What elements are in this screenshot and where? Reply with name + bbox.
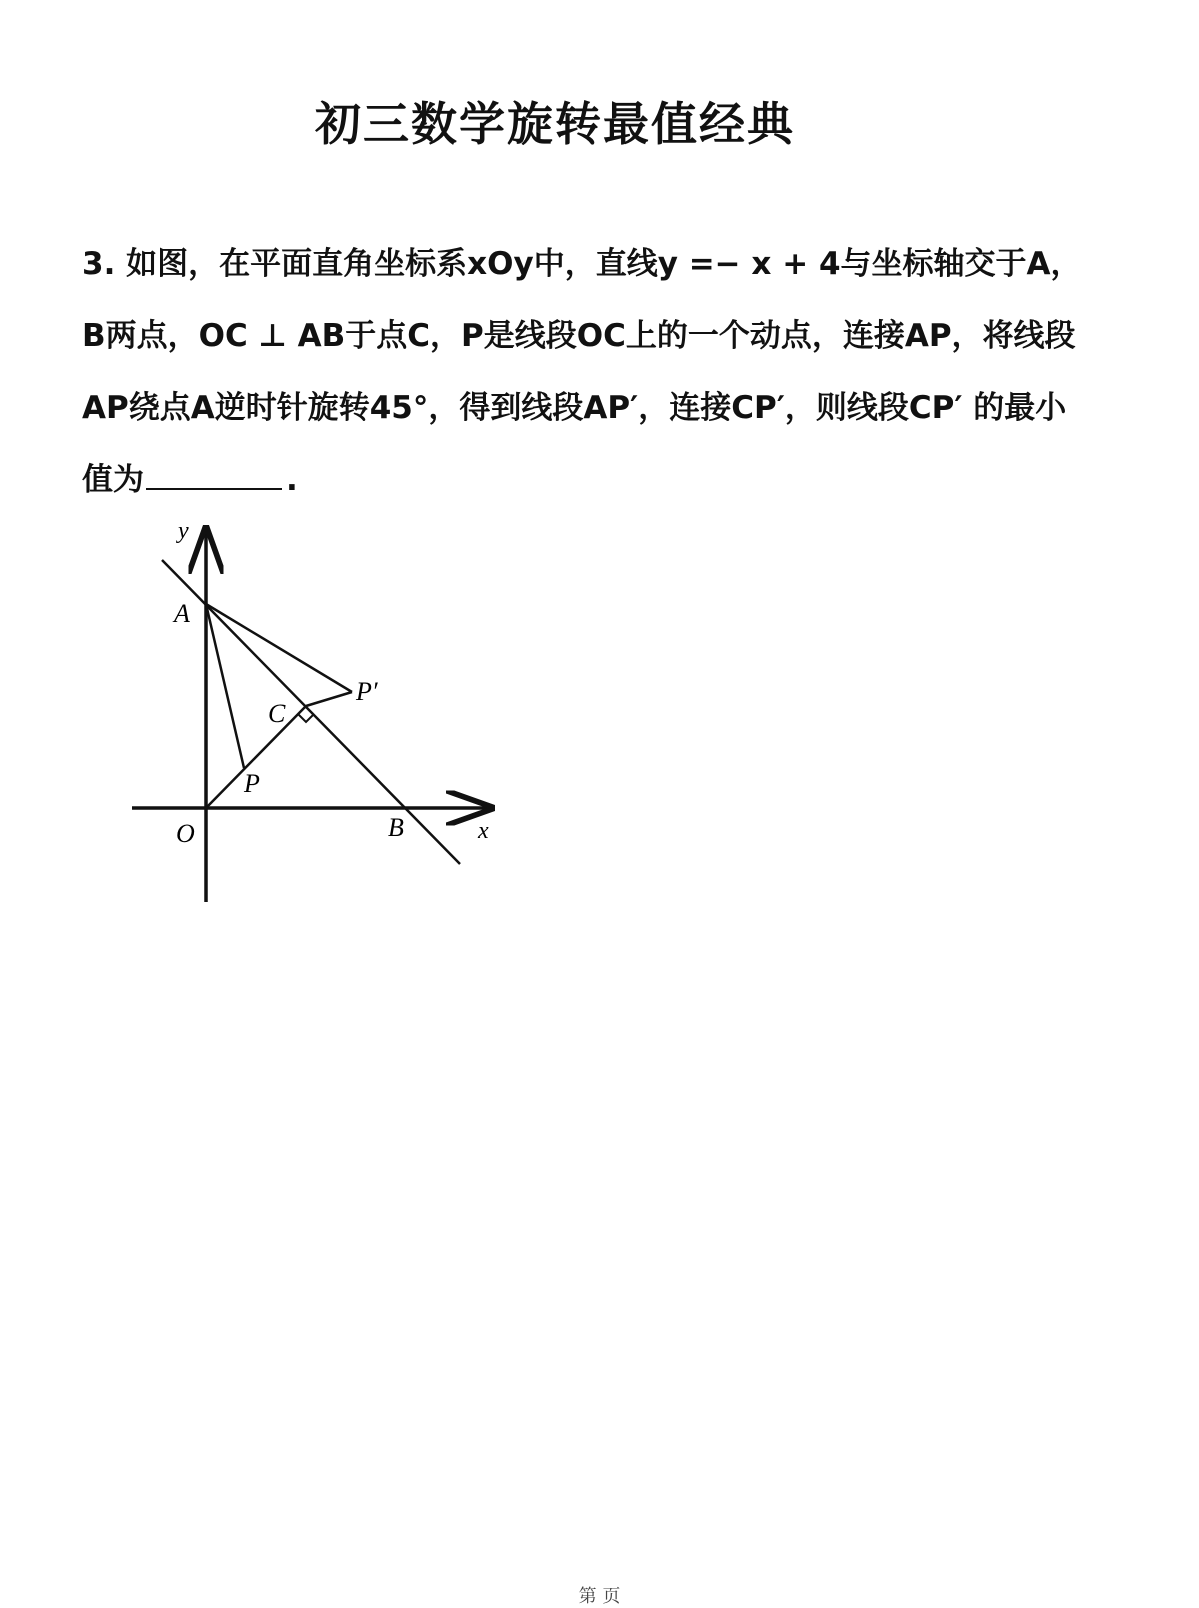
problem-line-4 xyxy=(82,444,1142,516)
period: . xyxy=(286,462,298,498)
label-c: C xyxy=(268,699,286,728)
page-title: 初三数学旋转最值经典 xyxy=(315,97,795,151)
label-a: A xyxy=(174,599,190,628)
label-p: P xyxy=(244,769,260,798)
problem-text xyxy=(82,228,1142,516)
right-angle-mark xyxy=(298,714,314,722)
label-b: B xyxy=(388,813,404,842)
segment-cp-prime xyxy=(306,692,352,706)
segment-ap xyxy=(206,604,244,768)
problem-line-3: AP绕点A逆时针旋转45°，得到线段AP′，连接CP′，则线段CP′ 的最小 xyxy=(82,390,1067,426)
label-o: O xyxy=(176,819,195,848)
label-y: y xyxy=(178,518,189,544)
problem-line-2: B两点，OC ⊥ AB于点C，P是线段OC上的一个动点，连接AP，将线段 xyxy=(82,318,1076,354)
problem-line-1: 3. 如图，在平面直角坐标系xOy中，直线y =− x + 4与坐标轴交于A， xyxy=(82,246,1082,282)
label-x: x xyxy=(478,818,489,844)
page-footer: 第 页 xyxy=(578,1586,621,1607)
answer-prompt: 值为 xyxy=(82,462,144,498)
label-p-prime: P′ xyxy=(356,677,378,706)
geometry-figure xyxy=(120,510,520,910)
answer-blank[interactable] xyxy=(146,458,282,490)
